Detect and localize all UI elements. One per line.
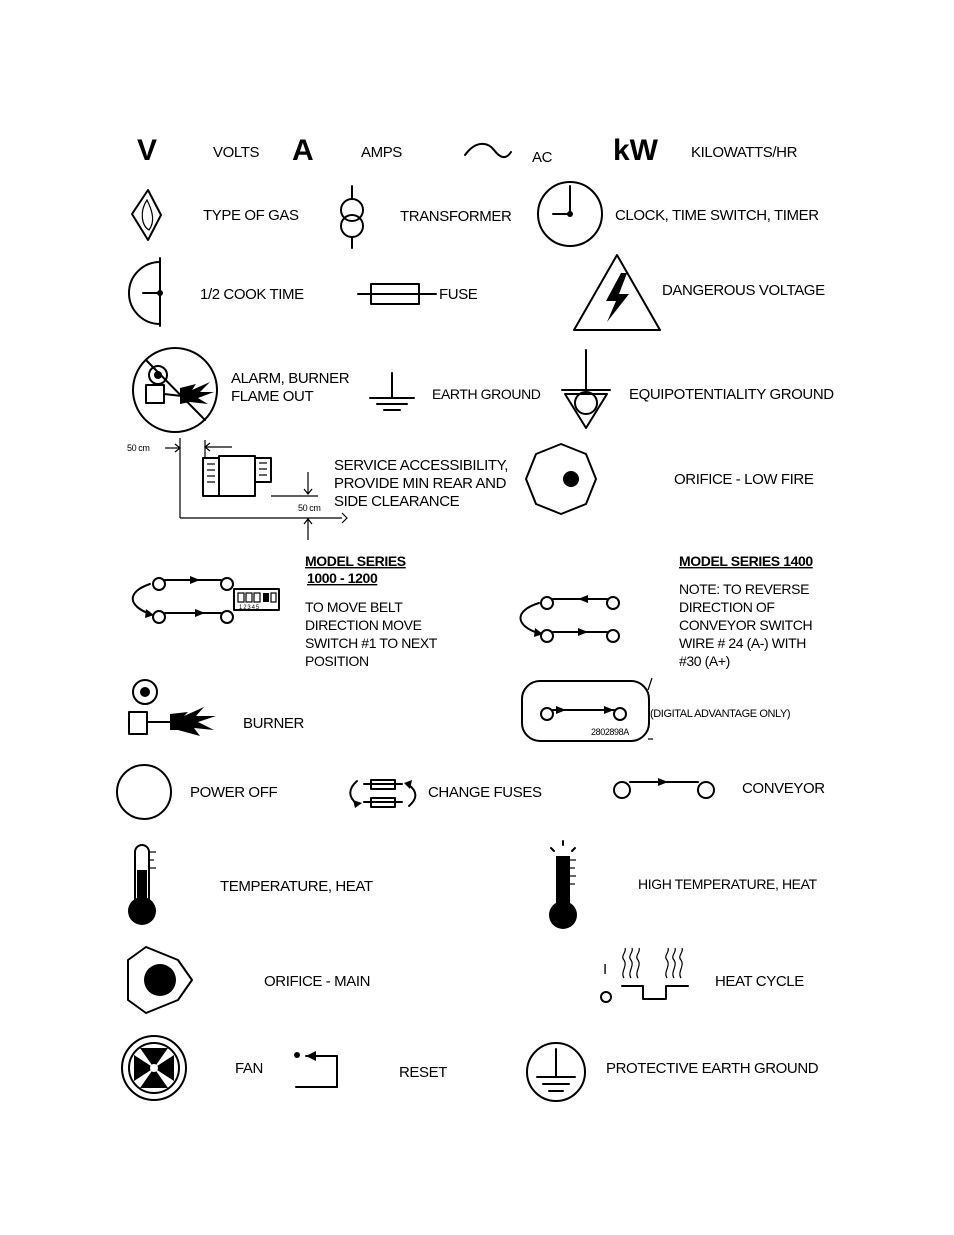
orifice-low-fire-icon	[526, 444, 596, 514]
reset-label: RESET	[399, 1064, 448, 1081]
ac-wave-icon	[465, 144, 511, 157]
service-clearance-diagram	[165, 438, 347, 540]
alarm-label-line2: FLAME OUT	[231, 388, 314, 405]
heat-cycle-icon	[601, 948, 688, 1002]
high-temperature-icon	[549, 841, 577, 929]
thermometer-icon	[128, 845, 156, 925]
move-belt-line2: DIRECTION MOVE	[305, 617, 422, 633]
fuse-icon	[358, 284, 436, 304]
digital-conveyor-display-icon	[522, 678, 653, 741]
burner-icon	[129, 680, 216, 736]
orifice-low-fire-label: ORIFICE - LOW FIRE	[674, 471, 814, 488]
move-belt-line3: SWITCH #1 TO NEXT	[305, 635, 437, 651]
service-label-line3: SIDE CLEARANCE	[334, 493, 460, 510]
digital-advantage-label: (DIGITAL ADVANTAGE ONLY)	[650, 708, 791, 720]
heat-cycle-on-mark: I	[603, 961, 607, 978]
model-series-1000-title-line2: 1000 - 1200	[307, 570, 378, 586]
heat-cycle-label: HEAT CYCLE	[715, 973, 804, 990]
kilowatts-label: KILOWATTS/HR	[691, 144, 798, 161]
transformer-icon	[341, 186, 363, 248]
clock-label: CLOCK, TIME SWITCH, TIMER	[615, 207, 819, 224]
kilowatts-symbol: kW	[613, 134, 658, 167]
side-clearance-dimension: 50 cm	[127, 443, 150, 453]
fan-icon	[122, 1036, 186, 1100]
change-fuses-icon	[350, 780, 415, 808]
equipotentiality-ground-icon	[562, 350, 610, 428]
dangerous-voltage-label: DANGEROUS VOLTAGE	[662, 282, 825, 299]
earth-ground-icon	[370, 373, 414, 410]
clock-icon	[538, 182, 602, 246]
burner-label: BURNER	[243, 715, 304, 732]
reset-icon	[294, 1051, 337, 1087]
model-series-1000-title-line1: MODEL SERIES	[305, 553, 406, 569]
temperature-label: TEMPERATURE, HEAT	[220, 878, 373, 895]
conveyor-label: CONVEYOR	[742, 780, 825, 797]
ac-label: AC	[532, 149, 553, 166]
dangerous-voltage-icon	[574, 255, 660, 330]
alarm-flame-out-icon	[133, 348, 217, 432]
note-line1: NOTE: TO REVERSE	[679, 581, 810, 597]
fan-label: FAN	[235, 1060, 263, 1077]
service-label-line1: SERVICE ACCESSIBILITY,	[334, 457, 509, 474]
change-fuses-label: CHANGE FUSES	[428, 784, 542, 801]
rear-clearance-dimension: 50 cm	[298, 503, 321, 513]
high-temperature-label: HIGH TEMPERATURE, HEAT	[638, 876, 817, 892]
protective-earth-ground-icon	[527, 1043, 585, 1101]
volts-label: VOLTS	[213, 144, 260, 161]
service-label-line2: PROVIDE MIN REAR AND	[334, 475, 507, 492]
move-belt-line4: POSITION	[305, 653, 369, 669]
reverse-conveyor-1000-icon	[133, 576, 279, 623]
amps-symbol: A	[292, 134, 314, 167]
gas-flame-icon	[132, 190, 161, 240]
orifice-main-label: ORIFICE - MAIN	[264, 973, 371, 990]
half-cook-time-label: 1/2 COOK TIME	[200, 286, 304, 303]
volts-symbol: V	[137, 134, 158, 167]
orifice-main-icon	[128, 947, 192, 1013]
earth-ground-label: EARTH GROUND	[432, 386, 541, 402]
note-line3: CONVEYOR SWITCH	[679, 617, 813, 633]
power-off-icon	[117, 765, 171, 819]
equipotentiality-ground-label: EQUIPOTENTIALITY GROUND	[629, 386, 834, 403]
gas-label: TYPE OF GAS	[203, 207, 299, 224]
transformer-label: TRANSFORMER	[400, 208, 512, 225]
note-line2: DIRECTION OF	[679, 599, 775, 615]
reverse-conveyor-1400-icon	[520, 595, 619, 642]
amps-label: AMPS	[361, 144, 402, 161]
power-off-label: POWER OFF	[190, 784, 278, 801]
note-line5: #30 (A+)	[679, 653, 730, 669]
dip-switch-numbers: 1 2 3 4 5	[239, 605, 259, 611]
half-cook-time-icon	[129, 258, 163, 326]
model-series-1400-title: MODEL SERIES 1400	[679, 553, 813, 569]
protective-earth-ground-label: PROTECTIVE EARTH GROUND	[606, 1060, 819, 1077]
alarm-label-line1: ALARM, BURNER	[231, 370, 350, 387]
move-belt-line1: TO MOVE BELT	[305, 599, 403, 615]
conveyor-icon	[614, 778, 714, 798]
display-part-number: 2802898A	[591, 727, 629, 737]
note-line4: WIRE # 24 (A-) WITH	[679, 635, 806, 651]
fuse-label: FUSE	[439, 286, 478, 303]
